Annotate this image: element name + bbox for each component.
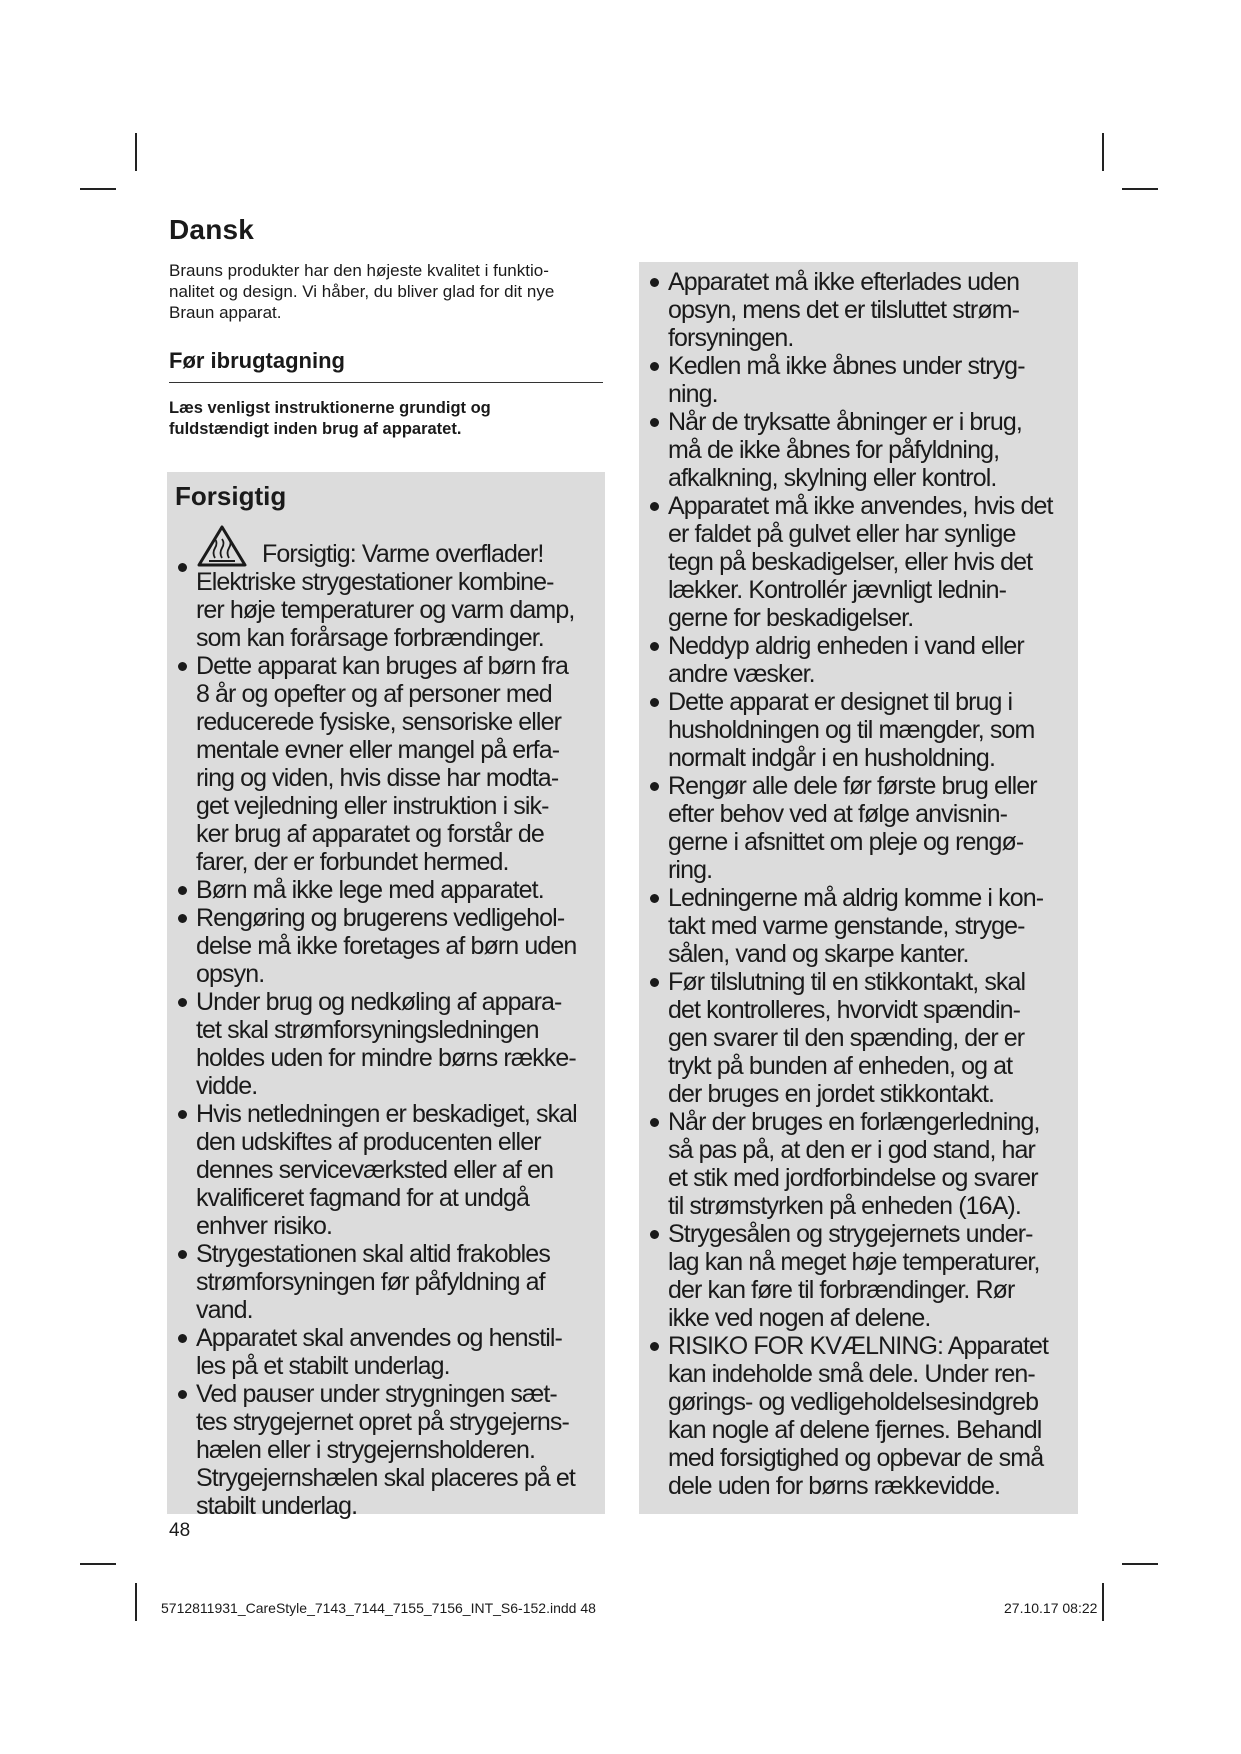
page-title: Dansk — [169, 214, 255, 245]
crop-mark — [80, 1563, 116, 1565]
intro-text: Brauns produkter har den højeste kvalitet i funktio- nalitet og design. Vi håber, du bliver glad for dit nye Braun apparat. — [169, 261, 555, 322]
crop-mark — [1122, 1563, 1158, 1565]
list-item: Dette apparat er designet til brug i husholdningen og til mængder, som normalt indgår i en husholdning. — [647, 688, 1076, 772]
crop-mark — [80, 188, 116, 190]
page-number: 48 — [169, 1520, 191, 1541]
hot-surface-warning-icon — [196, 524, 248, 568]
footer-timestamp: 27.10.17 08:22 — [1004, 1600, 1098, 1616]
list-item: Forsigtig: Varme overflader! Elektriske strygestationer kombine- rer høje temperaturer og varm damp, som kan forårsage forbrændinger. — [175, 524, 601, 652]
crop-mark — [135, 133, 137, 171]
list-item: Rengøring og brugerens vedligehol- delse må ikke foretages af børn uden opsyn. — [175, 904, 601, 988]
list-item: Apparatet må ikke anvendes, hvis det er faldet på gulvet eller har synlige tegn på beskadigelser, eller hvis det lækker. Kontrollér jævnligt lednin- gerne for beskadigelser. — [647, 492, 1076, 632]
list-item: Ledningerne må aldrig komme i kon- takt med varme genstande, stryge- sålen, vand og skarpe kanter. — [647, 884, 1076, 968]
caution-title: Forsigtig — [175, 481, 287, 511]
crop-mark — [1122, 188, 1158, 190]
list-item: RISIKO FOR KVÆLNING: Apparatet kan indeholde små dele. Under ren- gørings- og vedligeholdelsesindgreb kan nogle af delene fjernes. Behandl med forsigtighed og opbevar de små dele uden for børns rækkevidde. — [647, 1332, 1076, 1500]
section-heading: Før ibrugtagning — [169, 348, 603, 383]
list-item: Neddyp aldrig enheden i vand eller andre væsker. — [647, 632, 1076, 688]
list-item: Børn må ikke lege med apparatet. — [175, 876, 601, 904]
crop-mark — [135, 1583, 137, 1621]
footer-filename: 5712811931_CareStyle_7143_7144_7155_7156_INT_S6-152.indd 48 — [161, 1600, 596, 1616]
list-item: Når der bruges en forlængerledning, så pas på, at den er i god stand, har et stik med jordforbindelse og svarer til strømstyrken på enheden (16A). — [647, 1108, 1076, 1220]
list-item: Strygesålen og strygejernets under- lag kan nå meget høje temperaturer, der kan føre til forbrændinger. Rør ikke ved nogen af delene. — [647, 1220, 1076, 1332]
instruction-note: Læs venligst instruktionerne grundigt og fuldstændigt inden brug af apparatet. — [169, 399, 491, 438]
list-item: Dette apparat kan bruges af børn fra 8 år og opefter og af personer med reducerede fysiske, sensoriske eller mentale evner eller mangel på erfa- ring og viden, hvis disse har modta- get vejledning eller instruktion i sik- ker brug af apparatet og forstår de farer, der er forbundet hermed. — [175, 652, 601, 876]
list-item: Når de tryksatte åbninger er i brug, må de ikke åbnes for påfyldning, afkalkning, skylning eller kontrol. — [647, 408, 1076, 492]
list-item: Kedlen må ikke åbnes under stryg- ning. — [647, 352, 1076, 408]
list-item: Apparatet må ikke efterlades uden opsyn, mens det er tilsluttet strøm- forsyningen. — [647, 268, 1076, 352]
list-item: Apparatet skal anvendes og henstil- les på et stabilt underlag. — [175, 1324, 601, 1380]
list-item: Før tilslutning til en stikkontakt, skal det kontrolleres, hvorvidt spændin- gen svarer til den spænding, der er trykt på bunden af enheden, og at der bruges en jordet stikkontakt. — [647, 968, 1076, 1108]
list-item: Rengør alle dele før første brug eller efter behov ved at følge anvisnin- gerne i afsnittet om pleje og rengø- ring. — [647, 772, 1076, 884]
caution-list-right — [647, 268, 1076, 1500]
caution-box-right — [639, 262, 1078, 1514]
crop-mark — [1102, 133, 1104, 171]
caution-list-left — [175, 524, 601, 1520]
crop-mark — [1102, 1583, 1104, 1621]
caution-box-left — [167, 472, 605, 1520]
list-item: Hvis netledningen er beskadiget, skal den udskiftes af producenten eller dennes serviceværksted eller af en kvalificeret fagmand for at undgå enhver risiko. — [175, 1100, 601, 1240]
list-item: Ved pauser under strygningen sæt- tes strygejernet opret på strygejerns- hælen eller i strygejernsholderen. Strygejernshælen skal placeres på et stabilt underlag. — [175, 1380, 601, 1520]
list-item: Strygestationen skal altid frakobles strømforsyningen før påfyldning af vand. — [175, 1240, 601, 1324]
list-item: Under brug og nedkøling af appara- tet skal strømforsyningsledningen holdes uden for mindre børns række- vidde. — [175, 988, 601, 1100]
